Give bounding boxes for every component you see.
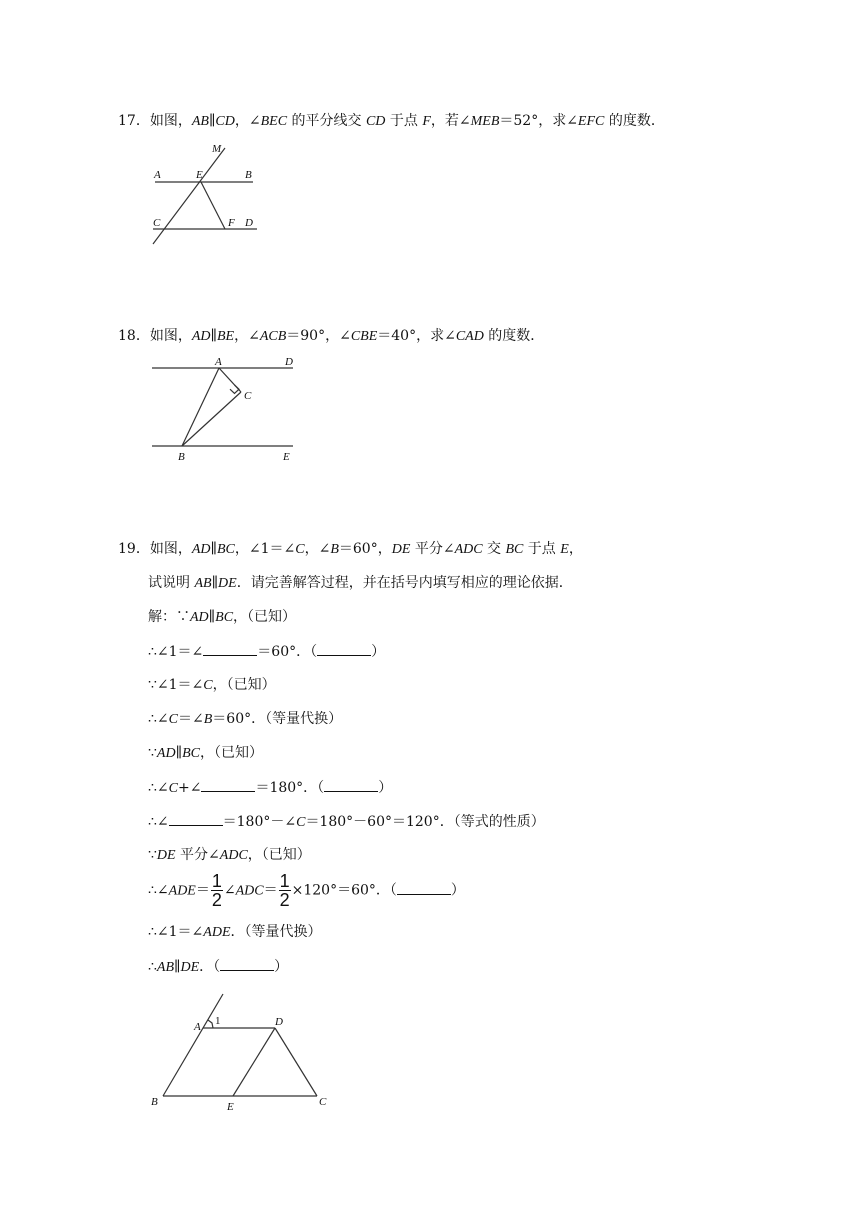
fraction-half-1: $\frac{1}{2}$ [211, 871, 222, 910]
q19-step11: ∴AB∥DE．（ ） [148, 956, 288, 978]
label-c: C [153, 217, 161, 229]
q19-step4: ∴∠C＝∠B＝60°．（等量代换） [148, 711, 343, 727]
label-d: D [275, 1016, 283, 1028]
line-ef [201, 182, 225, 229]
line-b-a-ext [163, 994, 223, 1096]
q19-step8: ∵DE 平分∠ADC，（已知） [148, 847, 311, 863]
answer-blank-3[interactable] [169, 811, 223, 826]
q19-step9: ∴∠ADE＝ $\frac{1}{2}$ ∠ADC＝ $\frac{1}{2}$ ×120°＝60°．（ ） [148, 871, 465, 910]
label-e: E [196, 169, 203, 181]
q17-text: 17．如图，AB∥CD，∠BEC 的平分线交 CD 于点 F，若∠MEB＝52°，求∠EFC 的度数． [118, 113, 665, 129]
q19-line1: 19．如图，AD∥BC，∠1＝∠C，∠B＝60°，DE 平分∠ADC 交 BC 于点 E， [118, 541, 583, 557]
line-cb [182, 392, 241, 446]
line-de [233, 1028, 275, 1096]
q19-step1: 解：∵AD∥BC，（已知） [148, 609, 297, 625]
label-1: 1 [215, 1015, 221, 1027]
label-m: M [212, 143, 222, 155]
q17-figure [145, 138, 270, 250]
q19-step10: ∴∠1＝∠ADE．（等量代换） [148, 924, 322, 940]
q19-step7: ∴∠ ＝180°－∠C＝180°－60°＝120°．（等式的性质） [148, 811, 545, 833]
label-d: D [245, 217, 253, 229]
reason-blank-2[interactable] [324, 777, 378, 792]
reason-blank-3[interactable] [397, 880, 451, 895]
answer-blank-2[interactable] [201, 777, 255, 792]
label-a: A [154, 169, 161, 181]
label-e: E [283, 451, 290, 463]
fraction-half-2: $\frac{1}{2}$ [279, 871, 290, 910]
reason-blank-1[interactable] [317, 641, 371, 656]
line-cem [153, 148, 225, 244]
q19-step3: ∵∠1＝∠C，（已知） [148, 677, 276, 693]
label-b: B [151, 1096, 158, 1108]
label-c: C [244, 390, 252, 402]
q18-figure [145, 352, 305, 467]
q19-step5: ∵AD∥BC，（已知） [148, 745, 263, 761]
label-e: E [227, 1101, 234, 1113]
q19-figure [145, 988, 340, 1118]
label-b: B [245, 169, 252, 181]
q19-step2: ∴∠1＝∠ ＝60°．（ ） [148, 641, 385, 662]
line-dc [275, 1028, 317, 1096]
answer-blank-1[interactable] [203, 641, 257, 656]
q18-text: 18．如图，AD∥BE，∠ACB＝90°，∠CBE＝40°，求∠CAD 的度数． [118, 328, 545, 344]
label-a: A [215, 356, 222, 368]
q19-step6: ∴∠C+∠ ＝180°．（ ） [148, 777, 392, 799]
q19-line2: 试说明 AB∥DE．请完善解答过程，并在括号内填写相应的理论依据． [148, 575, 573, 591]
angle-1-arc [208, 1020, 213, 1028]
label-d: D [285, 356, 293, 368]
label-b: B [178, 451, 185, 463]
label-c: C [319, 1096, 327, 1108]
line-ab [182, 368, 219, 446]
label-f: F [228, 217, 235, 229]
label-a: A [194, 1021, 201, 1033]
reason-blank-4[interactable] [220, 956, 274, 971]
